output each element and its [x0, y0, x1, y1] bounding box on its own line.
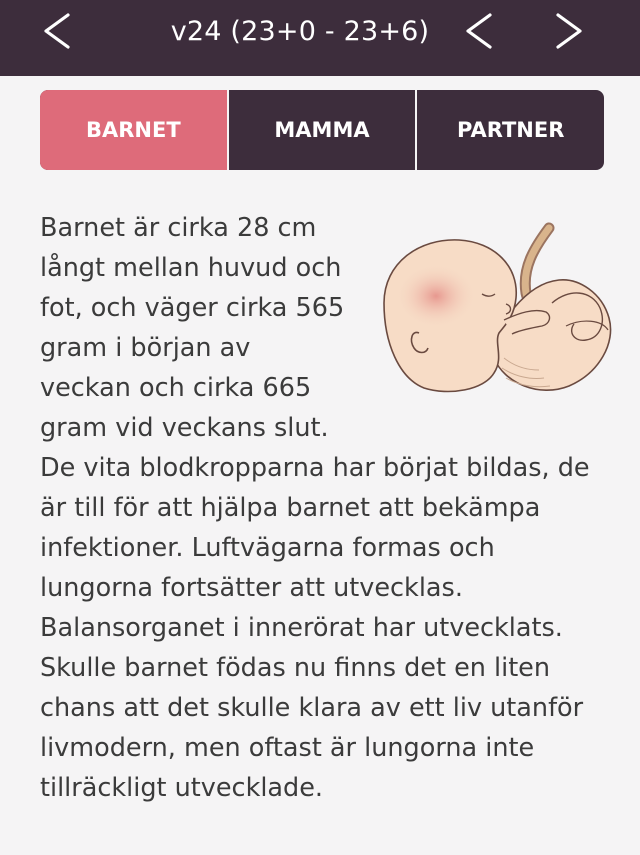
paragraph-size-weight: Barnet är cirka 28 cm långt mellan huvud och fot, och väger cirka 565 gram i början av veckan och cirka 665 gram vid veckans slut.: [40, 213, 345, 443]
segment-tabs: [40, 90, 604, 170]
chevron-left-icon: [462, 11, 494, 51]
content-area: [40, 208, 612, 808]
week-title: v24 (23+0 - 23+6): [170, 16, 430, 47]
chevron-left-icon: [40, 11, 72, 51]
previous-week-button[interactable]: [448, 6, 508, 56]
tab-mamma[interactable]: MAMMA: [227, 90, 416, 170]
tab-partner[interactable]: PARTNER: [415, 90, 604, 170]
fetus-illustration: [354, 208, 624, 418]
tab-barnet[interactable]: BARNET: [40, 90, 227, 170]
paragraph-development: De vita blodkropparna har börjat bildas, de är till för att hjälpa barnet att bekämpa infektioner. Luftvägarna formas och lungorna fortsätter att utvecklas. Balansorganet i innerörat har utvecklats. Skulle barnet födas nu finns det en liten chans att det skulle klara av ett liv utanför livmodern, men oftast är lungorna inte tillräckligt utvecklade.: [40, 453, 590, 803]
next-week-button[interactable]: [540, 6, 600, 56]
chevron-right-icon: [554, 11, 586, 51]
top-navigation-bar: [0, 0, 640, 76]
back-button[interactable]: [26, 6, 86, 56]
